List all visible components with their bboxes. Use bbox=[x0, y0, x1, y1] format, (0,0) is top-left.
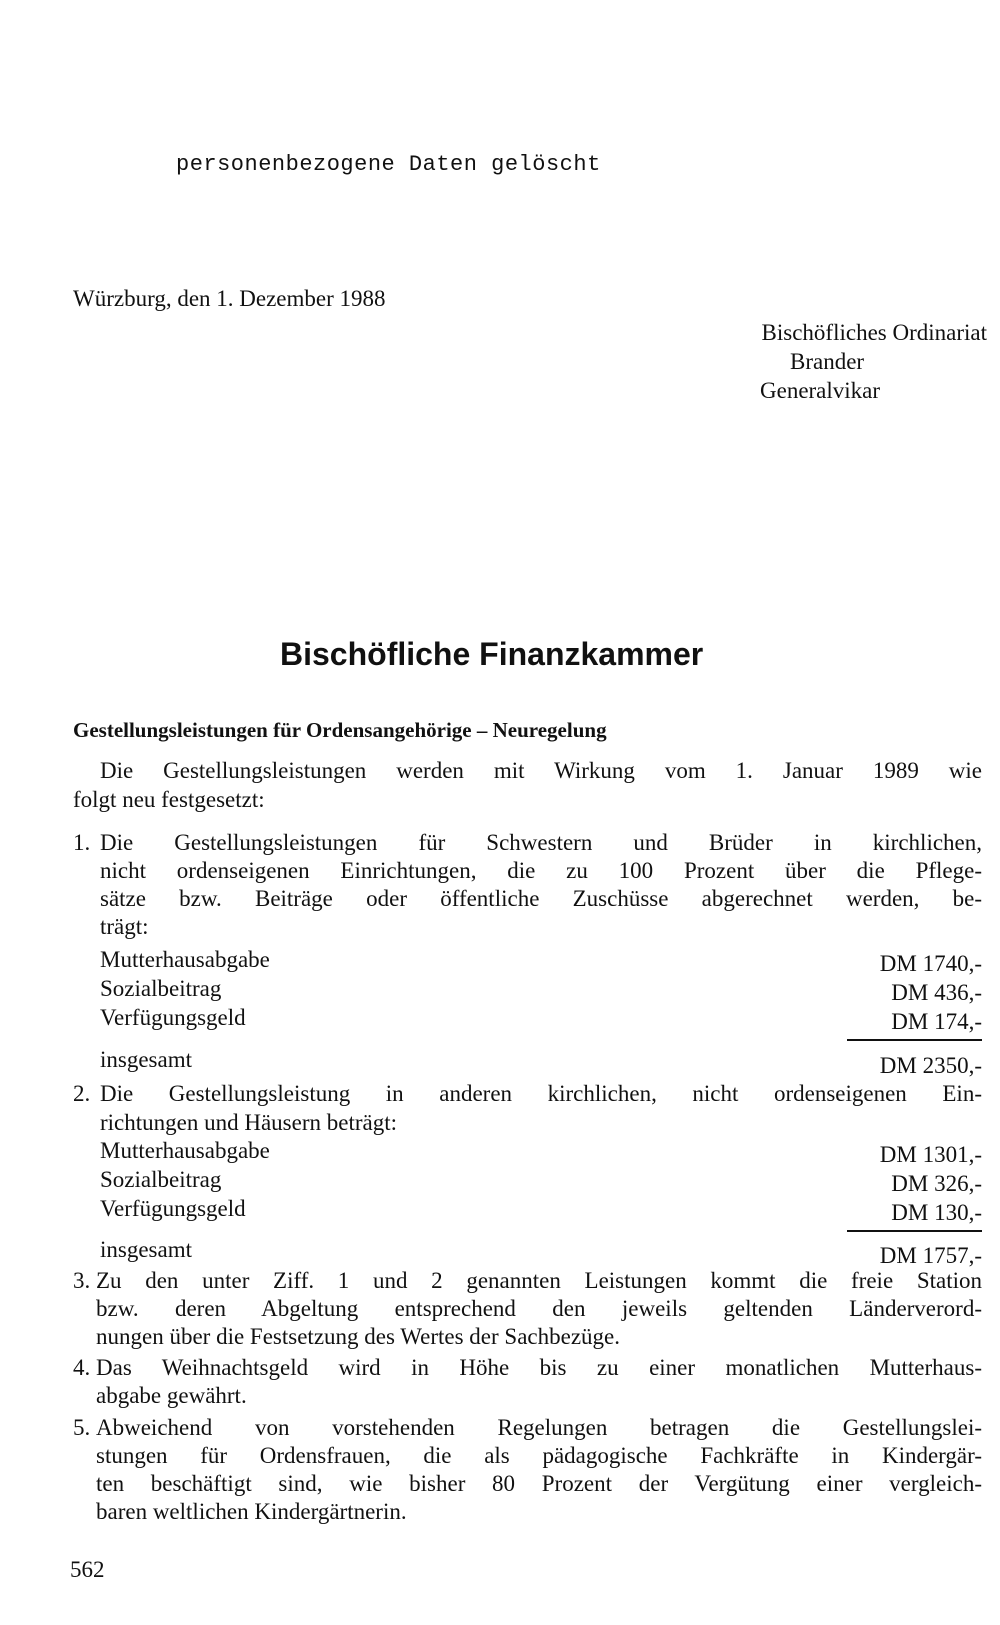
item-line: stungen für Ordensfrauen, die als pädagogische Fachkräfte in Kindergär- bbox=[96, 1443, 982, 1468]
item-line: sätze bzw. Beiträge oder öffentliche Zuschüsse abgerechnet werden, be- bbox=[100, 886, 982, 911]
item-line: Die Gestellungsleistungen für Schwestern und Brüder in kirchlichen, bbox=[100, 830, 982, 855]
item-number: 3. bbox=[73, 1268, 91, 1293]
breakdown-amount: DM 1740,- bbox=[879, 951, 982, 976]
total-amount: DM 1757,- bbox=[879, 1243, 982, 1268]
breakdown-label: Mutterhausabgabe bbox=[100, 1138, 270, 1163]
item-line: abgabe gewährt. bbox=[96, 1383, 247, 1408]
item-line: nungen über die Festsetzung des Wertes der Sachbezüge. bbox=[96, 1324, 621, 1349]
signature-title: Generalvikar bbox=[760, 378, 881, 403]
intro-line: folgt neu festgesetzt: bbox=[73, 787, 265, 812]
item-line: richtungen und Häusern beträgt: bbox=[100, 1110, 397, 1135]
breakdown-amount: DM 174,- bbox=[891, 1009, 982, 1034]
signature-name: Brander bbox=[790, 349, 865, 374]
item-line: trägt: bbox=[100, 914, 149, 939]
breakdown-label: Verfügungsgeld bbox=[100, 1005, 246, 1030]
breakdown-label: Sozialbeitrag bbox=[100, 1167, 222, 1192]
notice-title: Gestellungsleistungen für Ordensangehörige – Neuregelung bbox=[73, 718, 607, 742]
breakdown-amount: DM 130,- bbox=[891, 1200, 982, 1225]
item-line: Abweichend von vorstehenden Regelungen betragen die Gestellungslei- bbox=[96, 1415, 982, 1440]
redaction-note: personenbezogene Daten gelöscht bbox=[176, 152, 601, 177]
item-line: nicht ordenseigenen Einrichtungen, die zu 100 Prozent über die Pflege- bbox=[100, 858, 982, 883]
total-label: insgesamt bbox=[100, 1047, 192, 1072]
item-number: 1. bbox=[73, 830, 91, 855]
total-label: insgesamt bbox=[100, 1237, 192, 1262]
breakdown-amount: DM 326,- bbox=[891, 1171, 982, 1196]
item-line: Die Gestellungsleistung in anderen kirchlichen, nicht ordenseigenen Ein- bbox=[100, 1081, 982, 1106]
item-number: 5. bbox=[73, 1415, 91, 1440]
breakdown-amount: DM 436,- bbox=[891, 980, 982, 1005]
dateline: Würzburg, den 1. Dezember 1988 bbox=[73, 286, 386, 311]
page-number: 562 bbox=[70, 1557, 105, 1582]
item-line: bzw. deren Abgeltung entsprechend den jeweils geltenden Länderverord- bbox=[96, 1296, 982, 1321]
intro-line: Die Gestellungsleistungen werden mit Wirkung vom 1. Januar 1989 wie bbox=[100, 758, 982, 783]
sum-rule bbox=[847, 1230, 982, 1232]
item-number: 2. bbox=[73, 1081, 91, 1106]
breakdown-label: Verfügungsgeld bbox=[100, 1196, 246, 1221]
breakdown-label: Sozialbeitrag bbox=[100, 976, 222, 1001]
item-line: Das Weihnachtsgeld wird in Höhe bis zu einer monatlichen Mutterhaus- bbox=[96, 1355, 982, 1380]
total-amount: DM 2350,- bbox=[879, 1053, 982, 1078]
section-title: Bischöfliche Finanzkammer bbox=[280, 636, 704, 672]
breakdown-label: Mutterhausabgabe bbox=[100, 947, 270, 972]
sum-rule bbox=[847, 1039, 982, 1041]
signature-organization: Bischöfliches Ordinariat bbox=[761, 320, 987, 345]
item-line: ten beschäftigt sind, wie bisher 80 Prozent der Vergütung einer vergleich- bbox=[96, 1471, 982, 1496]
item-number: 4. bbox=[73, 1355, 91, 1380]
breakdown-amount: DM 1301,- bbox=[879, 1142, 982, 1167]
item-line: baren weltlichen Kindergärtnerin. bbox=[96, 1499, 407, 1524]
item-line: Zu den unter Ziff. 1 und 2 genannten Leistungen kommt die freie Station bbox=[96, 1268, 982, 1293]
